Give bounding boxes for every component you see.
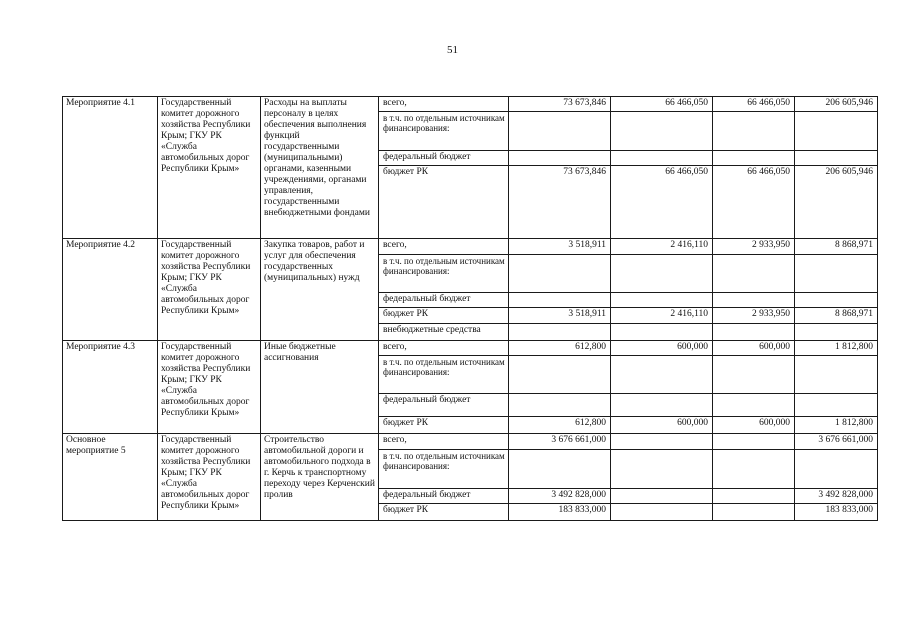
amount-year3-cell: 600,000 [713, 417, 795, 434]
description-cell: Закупка товаров, работ и услуг для обеспечения государственных (муниципальных) нужд [261, 239, 379, 341]
amount-total-cell [795, 450, 878, 489]
page-number: 51 [447, 44, 458, 56]
amount-year3-cell [713, 504, 795, 521]
amount-year2-cell: 2 416,110 [611, 239, 713, 255]
amount-year2-cell [611, 489, 713, 504]
table-row [63, 341, 878, 356]
amount-total-cell: 206 605,946 [795, 97, 878, 112]
funding-source-label: федеральный бюджет [379, 394, 509, 417]
funding-source-label: бюджет РК [379, 166, 509, 239]
funding-source-label: федеральный бюджет [379, 293, 509, 308]
amount-year3-cell: 66 466,050 [713, 166, 795, 239]
amount-total-cell: 183 833,000 [795, 504, 878, 521]
amount-year3-cell: 2 933,950 [713, 308, 795, 324]
amount-year3-cell [713, 112, 795, 151]
amount-year1-cell [509, 356, 611, 394]
amount-total-cell: 206 605,946 [795, 166, 878, 239]
amount-year3-cell [713, 151, 795, 166]
amount-year1-cell [509, 255, 611, 293]
description-cell: Расходы на выплаты персоналу в целях обеспечения выполнения функций государственными (муниципальными) органами, казенными учреждениями, органами управления, государственными внебюджетными фондами [261, 97, 379, 239]
amount-year2-cell: 66 466,050 [611, 166, 713, 239]
budget-table [62, 96, 878, 521]
amount-year2-cell [611, 504, 713, 521]
table-row [63, 434, 878, 450]
amount-year2-cell [611, 255, 713, 293]
amount-year1-cell [509, 324, 611, 341]
funding-source-label: федеральный бюджет [379, 489, 509, 504]
amount-year3-cell [713, 434, 795, 450]
amount-year3-cell: 2 933,950 [713, 239, 795, 255]
amount-year3-cell [713, 489, 795, 504]
amount-total-cell: 8 868,971 [795, 239, 878, 255]
amount-year1-cell [509, 394, 611, 417]
event-name-cell: Мероприятие 4.2 [63, 239, 158, 341]
funding-source-label: бюджет РК [379, 504, 509, 521]
amount-year2-cell [611, 112, 713, 151]
funding-source-label: всего, [379, 97, 509, 112]
amount-year1-cell: 612,800 [509, 417, 611, 434]
funding-source-label: в т.ч. по отдельным источникам финансирования: [379, 356, 509, 394]
amount-year1-cell: 612,800 [509, 341, 611, 356]
amount-total-cell [795, 324, 878, 341]
amount-year1-cell: 3 518,911 [509, 308, 611, 324]
funding-source-label: в т.ч. по отдельным источникам финансирования: [379, 255, 509, 293]
amount-year3-cell: 600,000 [713, 341, 795, 356]
amount-year3-cell [713, 394, 795, 417]
amount-year1-cell: 73 673,846 [509, 166, 611, 239]
amount-total-cell: 8 868,971 [795, 308, 878, 324]
funding-source-label: в т.ч. по отдельным источникам финансирования: [379, 112, 509, 151]
event-name-cell: Мероприятие 4.1 [63, 97, 158, 239]
funding-source-label: всего, [379, 434, 509, 450]
funding-source-label: бюджет РК [379, 308, 509, 324]
amount-year3-cell [713, 255, 795, 293]
amount-total-cell: 1 812,800 [795, 341, 878, 356]
amount-year1-cell [509, 293, 611, 308]
event-name-cell: Мероприятие 4.3 [63, 341, 158, 434]
amount-year2-cell: 600,000 [611, 417, 713, 434]
amount-total-cell: 3 676 661,000 [795, 434, 878, 450]
funding-source-label: бюджет РК [379, 417, 509, 434]
executor-cell: Государственный комитет дорожного хозяйства Республики Крым; ГКУ РК «Служба автомобильных дорог Республики Крым» [158, 97, 261, 239]
amount-year1-cell [509, 112, 611, 151]
description-cell: Иные бюджетные ассигнования [261, 341, 379, 434]
funding-source-label: всего, [379, 239, 509, 255]
amount-year1-cell: 3 492 828,000 [509, 489, 611, 504]
amount-year3-cell [713, 324, 795, 341]
amount-total-cell [795, 112, 878, 151]
amount-year3-cell: 66 466,050 [713, 97, 795, 112]
amount-total-cell: 1 812,800 [795, 417, 878, 434]
amount-total-cell [795, 293, 878, 308]
amount-total-cell [795, 255, 878, 293]
amount-year3-cell [713, 450, 795, 489]
amount-year1-cell: 3 676 661,000 [509, 434, 611, 450]
amount-year2-cell [611, 324, 713, 341]
amount-year1-cell: 3 518,911 [509, 239, 611, 255]
event-name-cell: Основное мероприятие 5 [63, 434, 158, 521]
amount-total-cell [795, 356, 878, 394]
amount-year2-cell [611, 450, 713, 489]
executor-cell: Государственный комитет дорожного хозяйства Республики Крым; ГКУ РК «Служба автомобильных дорог Республики Крым» [158, 239, 261, 341]
description-cell: Строительство автомобильной дороги и автомобильного подхода в г. Керчь к транспортному переходу через Керченский пролив [261, 434, 379, 521]
amount-year2-cell [611, 356, 713, 394]
funding-source-label: внебюджетные средства [379, 324, 509, 341]
table-row [63, 239, 878, 255]
table-row [63, 97, 878, 112]
funding-source-label: федеральный бюджет [379, 151, 509, 166]
amount-total-cell: 3 492 828,000 [795, 489, 878, 504]
amount-total-cell [795, 394, 878, 417]
executor-cell: Государственный комитет дорожного хозяйства Республики Крым; ГКУ РК «Служба автомобильных дорог Республики Крым» [158, 434, 261, 521]
amount-year1-cell: 73 673,846 [509, 97, 611, 112]
executor-cell: Государственный комитет дорожного хозяйства Республики Крым; ГКУ РК «Служба автомобильных дорог Республики Крым» [158, 341, 261, 434]
amount-year3-cell [713, 356, 795, 394]
amount-year2-cell [611, 151, 713, 166]
amount-year1-cell: 183 833,000 [509, 504, 611, 521]
amount-year2-cell: 66 466,050 [611, 97, 713, 112]
amount-year3-cell [713, 293, 795, 308]
amount-year1-cell [509, 151, 611, 166]
funding-source-label: всего, [379, 341, 509, 356]
amount-year2-cell: 2 416,110 [611, 308, 713, 324]
amount-year2-cell [611, 394, 713, 417]
amount-year2-cell [611, 434, 713, 450]
amount-total-cell [795, 151, 878, 166]
amount-year2-cell: 600,000 [611, 341, 713, 356]
amount-year2-cell [611, 293, 713, 308]
amount-year1-cell [509, 450, 611, 489]
funding-source-label: в т.ч. по отдельным источникам финансирования: [379, 450, 509, 489]
